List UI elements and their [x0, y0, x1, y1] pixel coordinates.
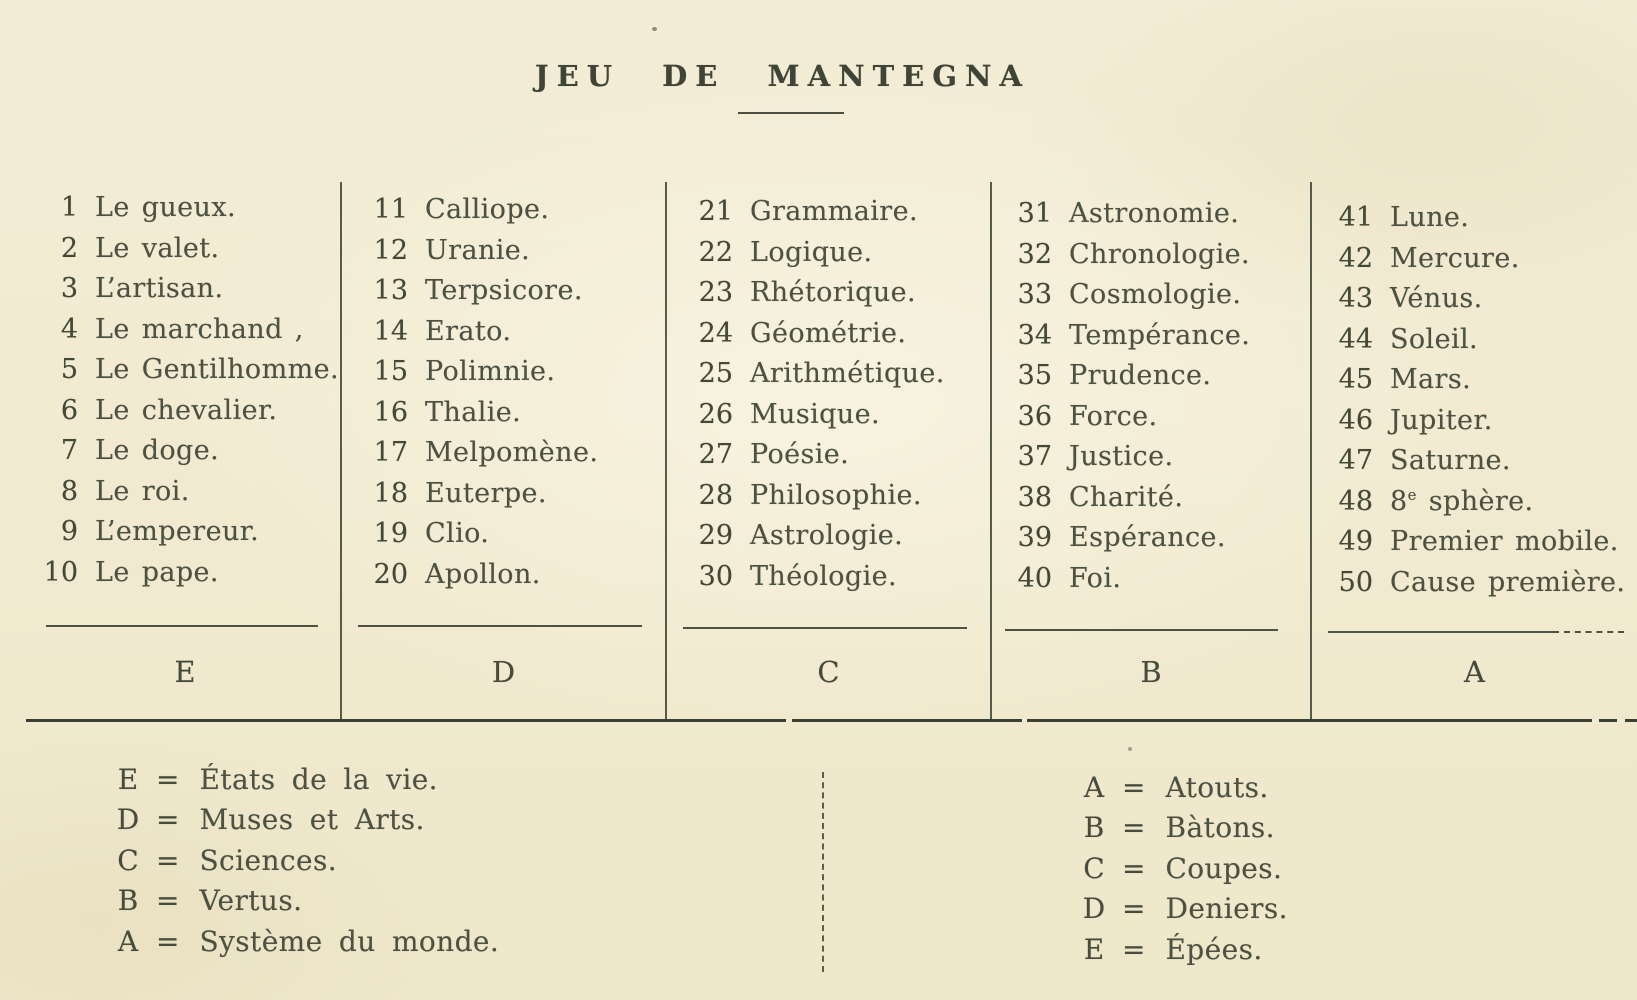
item-label: Mercure. [1390, 242, 1520, 274]
equals-sign: = [156, 843, 180, 877]
column-item-list [30, 182, 340, 593]
item-label: Rhétorique. [750, 277, 916, 308]
item-number: 15 [373, 356, 408, 387]
legend-key: E [117, 763, 139, 796]
legend-categories [112, 760, 499, 962]
legend-suits [1078, 768, 1288, 970]
item-label: Mars. [1390, 364, 1472, 395]
table-row [1325, 563, 1637, 604]
table-row [685, 192, 990, 233]
item-number: 5 [60, 354, 78, 385]
table-row [30, 350, 340, 391]
legend-key: E [1083, 932, 1105, 966]
item-number: 21 [698, 196, 733, 227]
table-row [30, 472, 340, 513]
table-row [685, 395, 990, 436]
legend-text: États de la vie. [199, 763, 438, 796]
table-column [1310, 182, 1637, 720]
item-label: Le pape. [95, 556, 219, 588]
table-bottom-rule [26, 719, 1637, 722]
column-footer-rule [1328, 631, 1559, 633]
legend-text: Sciences. [199, 843, 338, 877]
equals-sign: = [1122, 851, 1146, 885]
legend-key: A [117, 924, 139, 958]
column-footer-rule [46, 625, 319, 627]
item-label: Poésie. [750, 439, 850, 470]
item-label: Justice. [1069, 441, 1174, 472]
item-label: Foi. [1069, 562, 1122, 594]
item-label: 8e sphère. [1390, 485, 1534, 517]
legend-text: Coupes. [1165, 851, 1283, 885]
table-row [360, 393, 665, 434]
item-number: 39 [1017, 522, 1052, 553]
item-label: Théologie. [750, 560, 898, 592]
table-row [30, 269, 340, 310]
column-item-list [992, 182, 1310, 599]
item-number: 1 [60, 192, 78, 223]
item-number: 26 [698, 398, 733, 430]
item-label: Astrologie. [750, 520, 904, 551]
item-number: 41 [1338, 202, 1373, 233]
table-row [30, 512, 340, 553]
table-row [1325, 320, 1637, 361]
item-label: Le doge. [95, 435, 220, 466]
item-label: Jupiter. [1390, 404, 1493, 436]
table-row [685, 435, 990, 476]
item-label: Cause première. [1390, 566, 1626, 598]
legend-text: Muses et Arts. [199, 803, 425, 837]
item-label: Prudence. [1069, 360, 1212, 391]
table-row [1325, 441, 1637, 482]
legend-text: Deniers. [1165, 892, 1288, 926]
item-label: Lune. [1390, 202, 1470, 233]
legend-key: A [1083, 771, 1105, 804]
item-number: 43 [1338, 283, 1373, 314]
item-label: Astronomie. [1069, 198, 1240, 229]
ink-speck [652, 27, 657, 31]
table-row [360, 555, 665, 596]
equals-sign: = [1122, 892, 1146, 926]
item-number: 35 [1017, 360, 1052, 391]
column-item-list [667, 182, 990, 597]
item-number: 18 [373, 477, 408, 509]
legend-row [112, 760, 499, 800]
item-number: 33 [1017, 279, 1052, 310]
table-row [360, 190, 665, 231]
legend-key: D [1082, 892, 1106, 926]
column-letter: A [1464, 655, 1485, 689]
equals-sign: = [156, 763, 180, 796]
table-row [360, 271, 665, 312]
rule-gap [786, 719, 792, 722]
equals-sign: = [1122, 771, 1146, 804]
table-row [1325, 482, 1637, 523]
item-number: 13 [373, 275, 408, 306]
item-number: 2 [60, 232, 78, 264]
legend-row [112, 841, 499, 881]
item-number: 44 [1338, 323, 1373, 355]
table-row [30, 431, 340, 472]
item-number: 34 [1017, 319, 1052, 351]
card-list-table [30, 182, 1637, 720]
item-label: Chronologie. [1069, 238, 1251, 270]
item-number: 8 [60, 475, 78, 507]
column-item-list [1312, 182, 1637, 603]
title-divider-rule [738, 112, 844, 114]
legend-text: Atouts. [1165, 771, 1269, 804]
item-number: 31 [1017, 198, 1052, 229]
table-row [685, 354, 990, 395]
legend-divider-line [822, 772, 824, 972]
item-number: 48 [1338, 485, 1373, 517]
table-row [30, 188, 340, 229]
item-label: Uranie. [425, 234, 531, 266]
table-row [1004, 518, 1310, 559]
item-label: L’empereur. [95, 516, 260, 547]
table-row [685, 516, 990, 557]
equals-sign: = [156, 884, 180, 918]
item-label: Arithmétique. [750, 358, 945, 389]
table-row [1004, 235, 1310, 276]
legend-key: B [117, 884, 139, 918]
item-number: 23 [698, 277, 733, 308]
table-row [1325, 522, 1637, 563]
item-number: 40 [1017, 562, 1052, 594]
item-label: Charité. [1069, 481, 1184, 513]
item-label: Géométrie. [750, 317, 907, 349]
item-number: 19 [373, 518, 408, 549]
table-row [360, 352, 665, 393]
item-label: Vénus. [1390, 283, 1483, 314]
item-number: 37 [1017, 441, 1052, 472]
table-row [30, 229, 340, 270]
legend-row [1078, 849, 1288, 889]
item-label: Cosmologie. [1069, 279, 1242, 310]
item-number: 3 [60, 273, 78, 304]
item-label: Tempérance. [1069, 319, 1251, 351]
table-row [360, 474, 665, 515]
item-label: Le chevalier. [95, 394, 278, 426]
legend-text: Épées. [1165, 932, 1263, 966]
item-number: 30 [698, 560, 733, 592]
table-row [1004, 478, 1310, 519]
item-number: 46 [1338, 404, 1373, 436]
equals-sign: = [156, 803, 180, 837]
item-number: 16 [373, 396, 408, 428]
table-row [1325, 401, 1637, 442]
item-number: 4 [60, 313, 78, 345]
legend-row [1078, 768, 1288, 808]
legend-row [1078, 930, 1288, 970]
table-row [1004, 275, 1310, 316]
item-label: Erato. [425, 315, 512, 347]
item-number: 7 [60, 435, 78, 466]
table-row [360, 312, 665, 353]
item-number: 10 [43, 556, 78, 588]
rule-gap [1617, 719, 1625, 722]
item-label: Force. [1069, 400, 1158, 432]
item-number: 6 [60, 394, 78, 426]
table-row [30, 553, 340, 594]
item-label: Euterpe. [425, 477, 547, 509]
column-item-list [342, 182, 665, 595]
item-label: Le marchand , [95, 313, 304, 345]
table-column [340, 182, 665, 720]
item-number: 25 [698, 358, 733, 389]
item-number: 38 [1017, 481, 1052, 513]
item-number: 20 [373, 558, 408, 590]
item-number: 42 [1338, 242, 1373, 274]
table-row [1325, 360, 1637, 401]
legend-key: C [117, 843, 139, 877]
table-row [1004, 397, 1310, 438]
item-label: Logique. [750, 236, 873, 268]
table-row [30, 391, 340, 432]
item-number: 50 [1338, 566, 1373, 598]
table-row [360, 231, 665, 272]
table-row [685, 314, 990, 355]
item-number: 22 [698, 236, 733, 268]
item-label: Le roi. [95, 475, 190, 507]
table-row [1325, 239, 1637, 280]
item-number: 24 [698, 317, 733, 349]
item-label: L’artisan. [95, 273, 224, 304]
table-row [360, 433, 665, 474]
item-label: Le Gentilhomme. [95, 354, 339, 385]
item-number: 14 [373, 315, 408, 347]
legend-row [112, 800, 499, 840]
item-number: 29 [698, 520, 733, 551]
table-row [685, 273, 990, 314]
item-label: Melpomène. [425, 437, 599, 468]
item-label: Saturne. [1390, 445, 1511, 476]
table-row [685, 476, 990, 517]
column-letter: C [817, 655, 840, 689]
legend-row [1078, 889, 1288, 929]
item-label: Musique. [750, 398, 880, 430]
table-row [1004, 437, 1310, 478]
table-column [665, 182, 990, 720]
legend-key: C [1083, 851, 1105, 885]
equals-sign: = [1122, 932, 1146, 966]
item-label: Polimnie. [425, 356, 556, 387]
table-row [1004, 316, 1310, 357]
rule-gap [1592, 719, 1599, 722]
table-row [30, 310, 340, 351]
item-number: 36 [1017, 400, 1052, 432]
item-label: Premier mobile. [1390, 526, 1619, 557]
item-label: Soleil. [1390, 323, 1479, 355]
table-row [685, 233, 990, 274]
item-number: 17 [373, 437, 408, 468]
item-label: Philosophie. [750, 479, 922, 511]
item-label: Thalie. [425, 396, 522, 428]
item-number: 11 [373, 194, 408, 225]
equals-sign: = [1122, 811, 1146, 845]
table-row [1325, 198, 1637, 239]
column-letter: D [491, 655, 516, 689]
table-row [1004, 356, 1310, 397]
table-column [30, 182, 340, 720]
item-label: Terpsicore. [425, 275, 583, 306]
item-number: 27 [698, 439, 733, 470]
item-number: 47 [1338, 445, 1373, 476]
table-row [360, 514, 665, 555]
legend-row [112, 922, 499, 962]
item-label: Apollon. [425, 558, 541, 590]
table-row [1004, 559, 1310, 600]
item-number: 9 [60, 516, 78, 547]
equals-sign: = [156, 924, 180, 958]
item-label: Grammaire. [750, 196, 918, 227]
ink-speck [1128, 747, 1132, 751]
rule-gap [1022, 719, 1027, 722]
item-number: 49 [1338, 526, 1373, 557]
table-column [990, 182, 1310, 720]
column-letter: B [1140, 655, 1162, 689]
item-label: Espérance. [1069, 522, 1226, 553]
table-row [685, 557, 990, 598]
item-label: Clio. [425, 518, 490, 549]
item-number: 45 [1338, 364, 1373, 395]
legend-text: Vertus. [199, 884, 303, 918]
legend-key: B [1083, 811, 1105, 845]
item-label: Le gueux. [95, 192, 236, 223]
column-letter: E [174, 655, 196, 689]
item-number: 12 [373, 234, 408, 266]
item-number: 28 [698, 479, 733, 511]
item-label: Calliope. [425, 194, 550, 225]
column-footer-rule [1005, 629, 1278, 631]
table-row [1325, 279, 1637, 320]
column-footer-rule [683, 627, 967, 629]
item-number: 32 [1017, 238, 1052, 270]
legend-text: Système du monde. [199, 924, 500, 958]
legend-text: Bàtons. [1165, 811, 1275, 845]
column-footer-rule [358, 625, 642, 627]
item-label: Le valet. [95, 232, 220, 264]
legend-row [112, 881, 499, 921]
table-row [1004, 194, 1310, 235]
page-title: JEU DE MANTEGNA [534, 59, 1031, 94]
legend-row [1078, 808, 1288, 848]
legend-key: D [116, 803, 140, 837]
